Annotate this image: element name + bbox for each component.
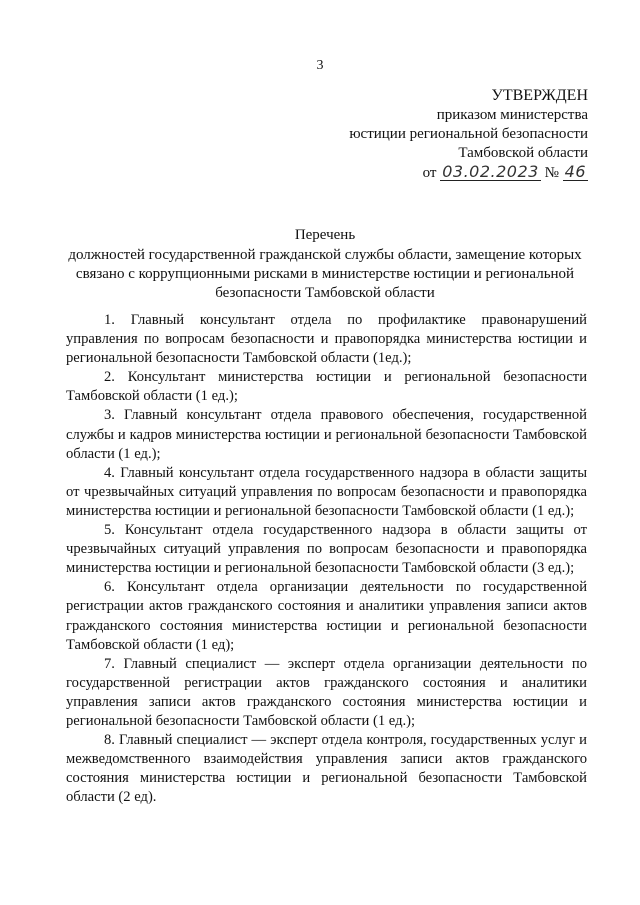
item-number: 6. — [104, 579, 115, 596]
item-text: Главный консультант отдела правового обеспечения, государственной службы и кадров министерства юстиции и региональной безопасности Тамбовской области (1 ед.); — [66, 407, 587, 462]
item-number: 2. — [104, 369, 115, 386]
heading-title: Перечень — [294, 227, 356, 243]
handwritten-number: 46 — [564, 162, 586, 181]
item-number: 8. — [104, 732, 115, 749]
item-text: Главный специалист — эксперт отдела организации деятельности по государственной регистрации актов гражданского состояния и аналитики управления записи актов гражданского состояния министерства юстиции и региональной безопасности Тамбовской области (1 ед.); — [66, 655, 587, 729]
approval-line-2: юстиции региональной безопасности — [349, 126, 588, 142]
list-item — [66, 406, 587, 463]
item-number: 4. — [104, 464, 115, 481]
item-text: Консультант отдела организации деятельности по государственной регистрации актов гражданского состояния и аналитики управления записи актов гражданского состояния министерства юстиции и региональной безопасности Тамбовской области (1 ед); — [66, 579, 587, 653]
positions-list — [66, 311, 587, 807]
list-item — [66, 311, 587, 368]
approval-line-3: Тамбовской области — [458, 145, 588, 161]
approval-title: УТВЕРЖДЕН — [491, 87, 588, 104]
list-item — [66, 464, 587, 521]
page-number: 3 — [316, 58, 324, 73]
approval-stamp-block — [288, 86, 588, 183]
item-number: 3. — [104, 407, 115, 424]
number-prefix: № — [544, 165, 559, 181]
list-item — [66, 578, 587, 654]
item-number: 7. — [104, 655, 115, 672]
list-item — [66, 655, 587, 731]
item-text: Консультант отдела государственного надзора в области защиты от чрезвычайных ситуаций управления по вопросам безопасности и правопорядка министерства юстиции и региональной безопасности Тамбовской области (3 ед.); — [66, 522, 587, 577]
approval-date-line — [288, 164, 588, 183]
item-number: 5. — [104, 522, 115, 539]
item-text: Главный консультант отдела государственного надзора в области защиты от чрезвычайных ситуаций управления по вопросам безопасности и правопорядка министерства юстиции и региональной безопасности Тамбовской области (1 ед.); — [66, 464, 588, 519]
item-text: Консультант министерства юстиции и региональной безопасности Тамбовской области (1 ед.); — [66, 369, 587, 405]
date-prefix: от — [422, 165, 437, 181]
handwritten-date: 03.02.2023 — [442, 162, 539, 181]
list-item — [66, 521, 587, 578]
list-item — [66, 731, 587, 807]
item-text: Главный консультант отдела по профилактике правонарушений управления по вопросам безопасности и правопорядка министерства юстиции и региональной безопасности Тамбовской области (1ед.); — [66, 312, 587, 367]
list-item — [66, 368, 587, 406]
list-heading — [60, 226, 590, 303]
heading-text: должностей государственной гражданской службы области, замещение которых связано с коррупционными рисками в министерстве юстиции и региональной безопасности Тамбовской области — [68, 247, 582, 301]
approval-line-1: приказом министерства — [436, 107, 588, 123]
item-text: Главный специалист — эксперт отдела контроля, государственных услуг и межведомственного взаимодействия управления записи актов гражданского состояния министерства юстиции и региональной безопасности Тамбовской области (2 ед). — [66, 732, 587, 806]
item-number: 1. — [104, 312, 115, 328]
